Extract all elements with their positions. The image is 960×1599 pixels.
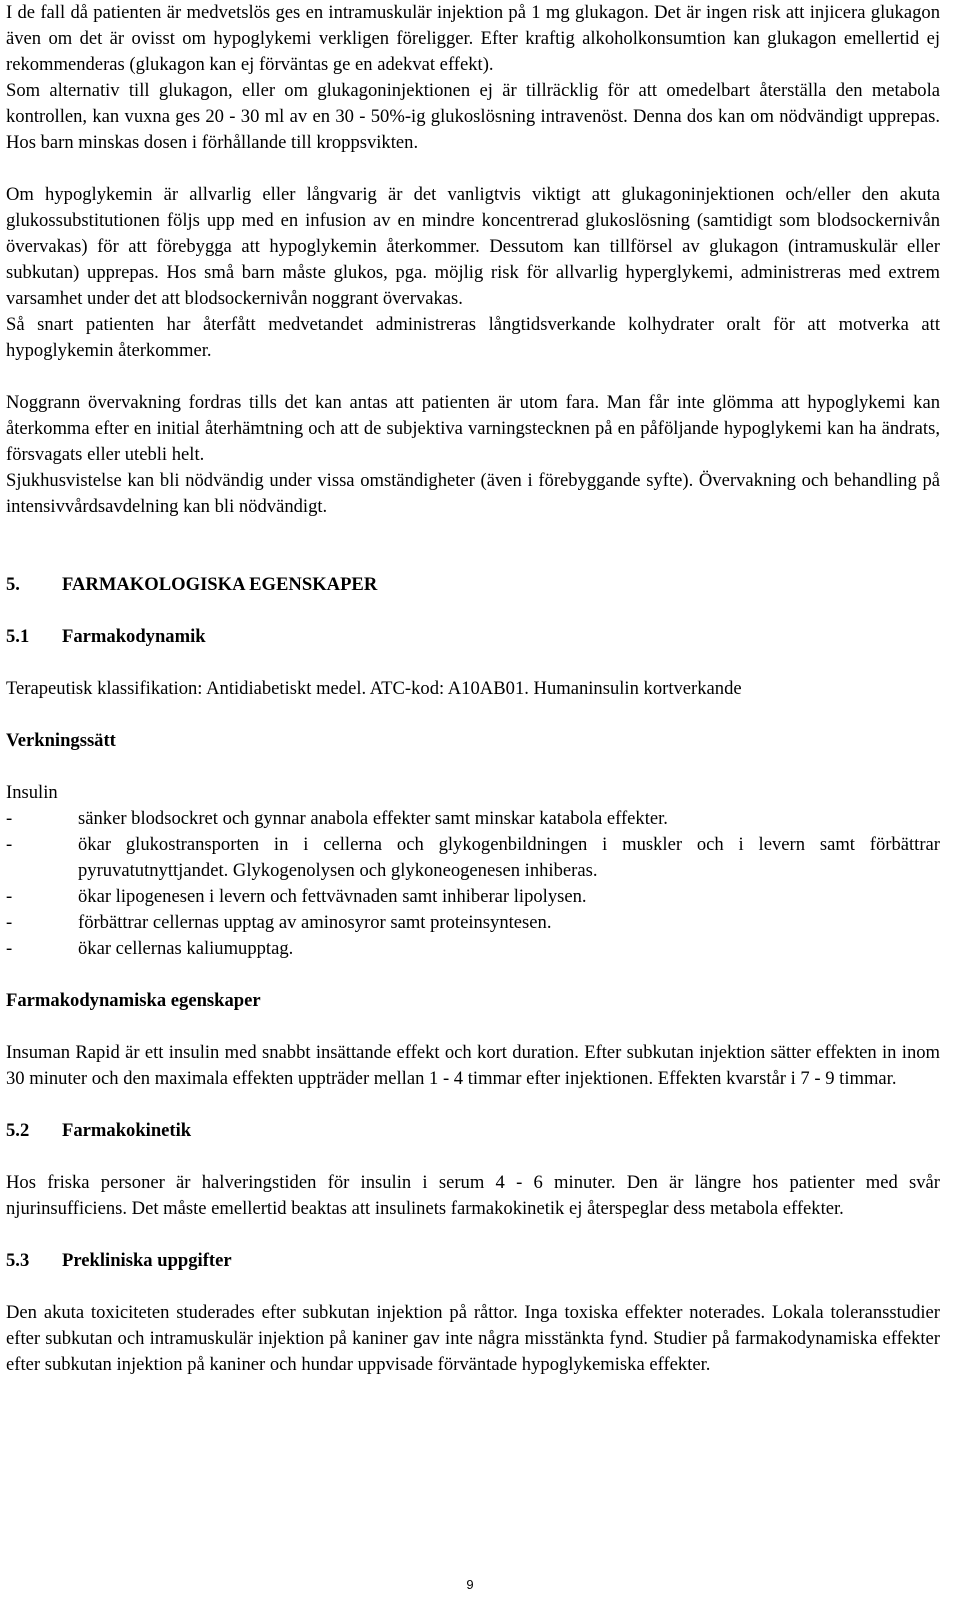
insulin-label: Insulin — [6, 782, 58, 803]
section-number: 5.3 — [6, 1250, 30, 1271]
section-5-1-heading — [6, 624, 940, 650]
insulin-effects-list — [6, 806, 940, 962]
section-title: Farmakokinetik — [62, 1120, 192, 1141]
list-dash: - — [6, 938, 13, 959]
paragraph-regained-consciousness: Så snart patienten har återfått medvetandet administreras långtidsverkande kolhydrater oralt för att motverka att hypoglykemin återkommer. — [6, 314, 940, 361]
list-item-text: ökar cellernas kaliumupptag. — [78, 938, 294, 959]
list-item — [6, 806, 940, 832]
section-number: 5. — [6, 574, 20, 595]
list-item — [6, 910, 940, 936]
pharmacodynamic-properties-text: Insuman Rapid är ett insulin med snabbt insättande effekt och kort duration. Efter subkutan injektion sätter effekten in inom 30 minuter och den maximala effekten uppträder mellan 1 - 4 timmar efter injektionen. Effekten kvarstår i 7 - 9 timmar. — [6, 1042, 940, 1089]
paragraph-severe-hypoglycemia: Om hypoglykemin är allvarlig eller långvarig är det vanligtvis viktigt att glukagoninjektionen och/eller den akuta glukossubstitutionen följs upp med en infusion av en mindre koncentrerad glukoslösning (samtidigt som blodsockernivån övervakas) för att förebygga att hypoglykemin återkommer. Dessutom kan tillförsel av glukagon (intramuskulär eller subkutan) upprepas. Hos små barn måste glukos, pga. möjlig risk för allvarlig hyperglykemi, administreras med extrem varsamhet under det att blodsockernivån noggrant övervakas. — [6, 184, 940, 309]
paragraph-glucose-alternative: Som alternativ till glukagon, eller om glukagoninjektionen ej är tillräcklig för att omedelbart återställa den metabola kontrollen, kan vuxna ges 20 - 30 ml av en 30 - 50%-ig glukoslösning intravenöst. Denna dos kan om nödvändigt upprepas. Hos barn minskas dosen i förhållande till kroppsvikten. — [6, 80, 940, 153]
list-item — [6, 884, 940, 910]
document-page — [6, 0, 940, 1378]
pharmacodynamic-properties-heading: Farmakodynamiska egenskaper — [6, 990, 261, 1011]
section-title: Prekliniska uppgifter — [62, 1250, 232, 1271]
page-number: 9 — [466, 1577, 474, 1592]
section-5-3-heading — [6, 1248, 940, 1274]
section-number: 5.1 — [6, 626, 30, 647]
section-5-2-heading — [6, 1118, 940, 1144]
section-title: Farmakodynamik — [62, 626, 206, 647]
list-dash: - — [6, 912, 13, 933]
pharmacokinetics-text: Hos friska personer är halveringstiden för insulin i serum 4 - 6 minuter. Den är längre hos patienter med svår njurinsufficiens. Det måste emellertid beaktas att insulinets farmakokinetik ej återspeglar dess metabola effekter. — [6, 1172, 940, 1219]
list-item-text: sänker blodsockret och gynnar anabola effekter samt minskar katabola effekter. — [78, 808, 668, 829]
list-item-text: förbättrar cellernas upptag av aminosyror samt proteinsyntesen. — [78, 912, 552, 933]
list-dash: - — [6, 808, 13, 829]
mechanism-heading: Verkningssätt — [6, 730, 116, 751]
paragraph-hospitalization: Sjukhusvistelse kan bli nödvändig under vissa omständigheter (även i förebyggande syfte). Övervakning och behandling på intensivvårdsavdelning kan bli nödvändigt. — [6, 470, 940, 517]
preclinical-text: Den akuta toxiciteten studerades efter subkutan injektion på råttor. Inga toxiska effekter noterades. Lokala toleransstudier efter subkutan och intramuskulär injektion på kaniner gav inte några misstänkta fynd. Studier på farmakodynamiska effekter efter subkutan injektion på kaniner och hundar uppvisade förväntade hypoglykemiska effekter. — [6, 1302, 940, 1375]
list-item — [6, 936, 940, 962]
paragraph-monitoring: Noggrann övervakning fordras tills det kan antas att patienten är utom fara. Man får inte glömma att hypoglykemi kan återkomma efter en initial återhämtning och att de subjektiva varningstecknen på en påföljande hypoglykemi kan ha ändrats, försvagats eller utebli helt. — [6, 392, 940, 465]
section-title: FARMAKOLOGISKA EGENSKAPER — [62, 574, 378, 595]
list-dash: - — [6, 886, 13, 907]
paragraph-unconscious-glucagon: I de fall då patienten är medvetslös ges en intramuskulär injektion på 1 mg glukagon. Det är ingen risk att injicera glukagon även om det är ovisst om hypoglykemi verkligen föreligger. Efter kraftig alkoholkonsumtion kan glukagon emellertid ej rekommenderas (glukagon kan ej förväntas ge en adekvat effekt). — [6, 2, 940, 75]
therapeutic-classification: Terapeutisk klassifikation: Antidiabetiskt medel. ATC-kod: A10AB01. Humaninsulin kortverkande — [6, 678, 742, 699]
list-dash: - — [6, 834, 13, 855]
section-number: 5.2 — [6, 1120, 30, 1141]
list-item — [6, 832, 940, 884]
section-5-heading — [6, 572, 940, 598]
list-item-text: ökar glukostransporten in i cellerna och glykogenbildningen i muskler och i levern samt förbättrar pyruvatutnyttjandet. Glykogenolysen och glykoneogenesen inhiberas. — [78, 834, 940, 881]
list-item-text: ökar lipogenesen i levern och fettvävnaden samt inhiberar lipolysen. — [78, 886, 587, 907]
